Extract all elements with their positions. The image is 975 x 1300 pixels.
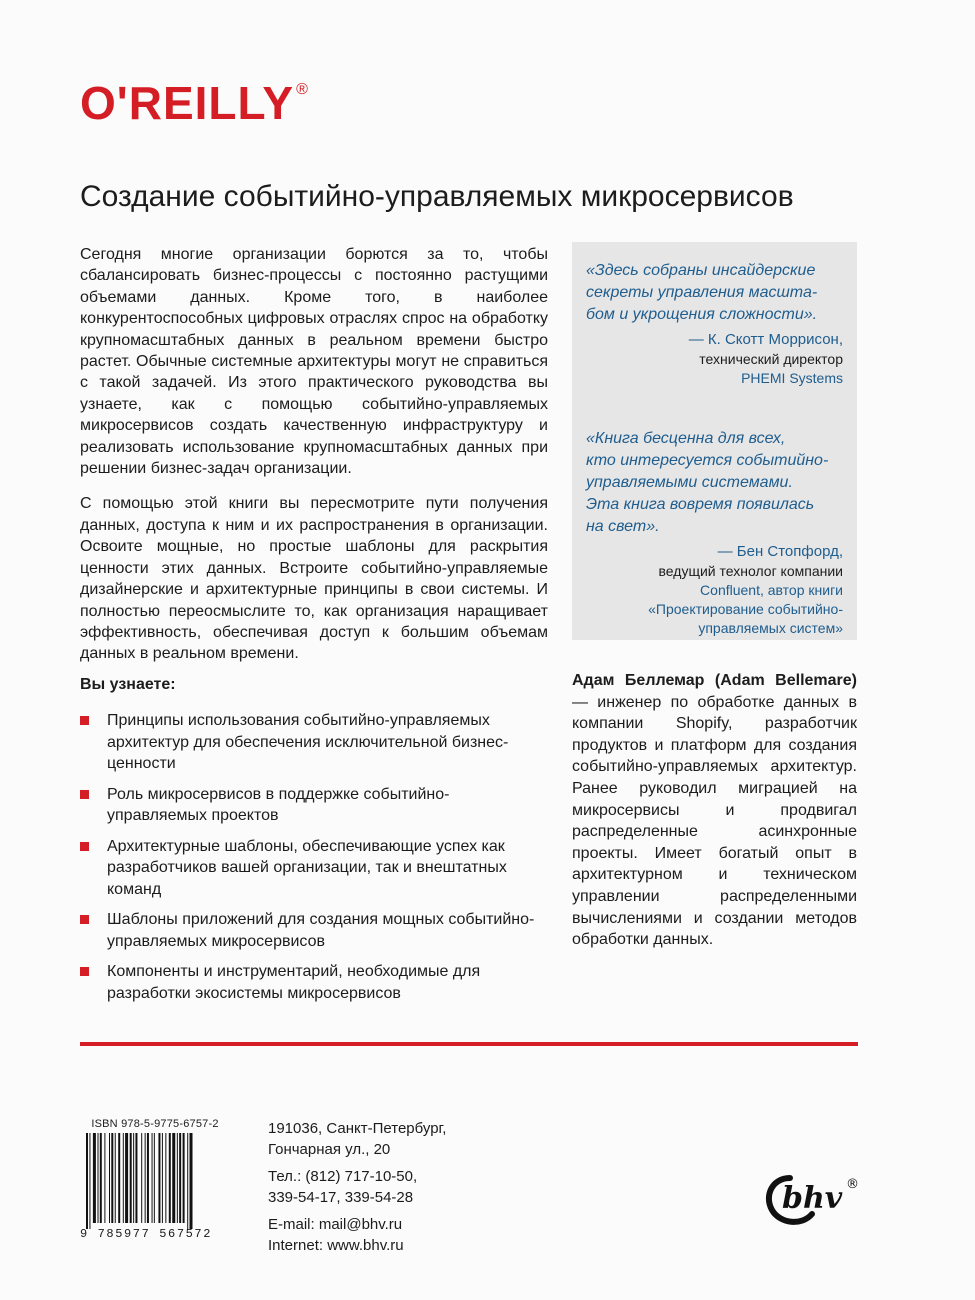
quote-line: управляемыми системами. (586, 474, 793, 491)
author-name: Адам Беллемар (Adam Bellemare) (572, 672, 857, 689)
barcode-bar (109, 1133, 110, 1223)
author-text: — инженер по обработке данных в компании Shopify, разработчик продуктов и платформ для создания событийно-управляемых архитектур. Ранее руководил миграцией на микросервисы и продвигал распределенные асинхронные проекты. Имеет богатый опыт в архитектурном и техническом управлении распределенными вычислениями и создании методов обработки данных. (572, 693, 857, 949)
barcode-bar (100, 1133, 102, 1223)
barcode-bar (187, 1133, 188, 1229)
barcode-bar (147, 1133, 149, 1223)
quote-line: «Здесь собраны инсайдерские (586, 262, 816, 279)
quote-role-line: «Проектирование событийно- (648, 601, 843, 617)
ean-digits: 9 785977 567572 (80, 1227, 213, 1241)
barcode-bar (86, 1133, 88, 1229)
isbn-label: ISBN 978-5-9775-6757-2 (91, 1118, 219, 1130)
list-item: Шаблоны приложений для создания мощных событийно-управляемых микросервисов (80, 909, 540, 952)
barcode-bar (162, 1133, 163, 1223)
barcode-bar (183, 1133, 185, 1223)
quote-stopford (586, 428, 843, 638)
list-item: Роль микросервисов в поддержке событийно-управляемых проектов (80, 784, 540, 827)
quote-morrison (586, 260, 843, 388)
barcode-bar (93, 1133, 96, 1223)
barcode-icon (80, 1133, 230, 1229)
quotes-panel (572, 242, 857, 640)
address-line: Гончарная ул., 20 (268, 1141, 391, 1158)
intro-paragraph: Сегодня многие организации борются за то, чтобы сбалансировать бизнес-процессы с постоянно растущими объемами данных. Кроме того, в наиболее конкурентоспособных цифровых отраслях спрос на обработку крупномасштабных данных в реальном времени быстро растет. Обычные системные архитектуры могут не справиться с такой задачей. Из этого практического руководства вы узнаете, как с помощью событийно-управляемых микросервисов создать качественную инфраструктуру и реализовать использование крупномасштабных данных при решении бизнес-задач организации. (80, 246, 548, 478)
barcode-bar (154, 1133, 155, 1223)
barcode-bar (179, 1133, 181, 1223)
quote-role-line: технический директор (699, 351, 843, 367)
quote-line: на свет». (586, 518, 660, 535)
barcode-bar (125, 1133, 128, 1223)
barcode-bar (89, 1133, 90, 1229)
barcode-bar (169, 1133, 171, 1223)
address-line: 191036, Санкт-Петербург, (268, 1120, 447, 1137)
barcode-bar (130, 1133, 132, 1223)
bhv-logo (760, 1168, 860, 1234)
barcode-bar (177, 1133, 178, 1223)
internet-line: Internet: www.bhv.ru (268, 1237, 404, 1254)
quote-role-line: PHEMI Systems (741, 370, 843, 386)
list-item: Компоненты и инструментарий, необходимые для разработки экосистемы микросервисов (80, 961, 540, 1004)
divider-rule (80, 1042, 858, 1046)
barcode-bar (98, 1133, 99, 1223)
barcode-bar (141, 1133, 142, 1223)
barcode-bar (135, 1133, 137, 1223)
book-title: Создание событийно-управляемых микросервисов (80, 180, 794, 213)
intro-paragraph: С помощью этой книги вы пересмотрите пути получения данных, доступа к ним и их распространения в организации. Освоите мощные, но простые шаблоны для раскрытия ценности этих данных. Встроите событийно-управляемые дизайнерские и архитектурные принципы в свои системы. И полностью переосмыслите то, как организация наращивает эффективность, обеспечивая доступ к большим объемам данных в реальном времени. (80, 495, 548, 663)
quote-line: секреты управления масшта- (586, 284, 818, 301)
learn-heading: Вы узнаете: (80, 676, 176, 693)
email-line: E-mail: mail@bhv.ru (268, 1216, 403, 1233)
barcode-bar (165, 1133, 166, 1223)
quote-role-line: Confluent, автор книги (700, 582, 843, 598)
svg-text:bhv: bhv (782, 1181, 843, 1216)
quote-role-line: управляемых систем» (698, 620, 843, 636)
svg-text:®: ® (846, 1177, 859, 1192)
barcode-bar (104, 1133, 105, 1223)
intro-text (80, 244, 548, 679)
barcode-bar (172, 1133, 175, 1223)
barcode-bar (190, 1133, 193, 1229)
barcode-bar (118, 1133, 120, 1223)
barcode-bar (152, 1133, 153, 1223)
barcode-bar (133, 1133, 134, 1223)
quote-author: — К. Скотт Моррисон, (688, 331, 843, 348)
oreilly-logo: O'REILLY ® (80, 77, 309, 129)
quote-line: бом и укрощения сложности». (586, 306, 818, 323)
phone-line: Тел.: (812) 717-10-50, (268, 1168, 418, 1185)
barcode-bar (145, 1133, 146, 1223)
barcode-block (80, 1118, 230, 1241)
barcode-bar (115, 1133, 116, 1223)
barcode-bar (123, 1133, 124, 1223)
list-item: Архитектурные шаблоны, обеспечивающие успех как разработчиков вашей организации, так и внештатных команд (80, 836, 540, 901)
publisher-contacts (268, 1118, 446, 1256)
author-bio (572, 670, 857, 951)
quote-line: кто интересуется событийно- (586, 452, 829, 469)
list-item: Принципы использования событийно-управляемых архитектур для обеспечения исключительной бизнес-ценности (80, 710, 540, 775)
barcode-bar (111, 1133, 113, 1223)
barcode-bar (158, 1133, 160, 1223)
learn-list (80, 710, 540, 1013)
phone-line: 339-54-17, 339-54-28 (268, 1189, 414, 1206)
quote-role-line: ведущий технолог компании (658, 563, 843, 579)
quote-author: — Бен Стопфорд, (717, 543, 843, 560)
quote-line: Эта книга вовремя появилась (586, 496, 815, 513)
quote-line: «Книга бесценна для всех, (586, 430, 786, 447)
